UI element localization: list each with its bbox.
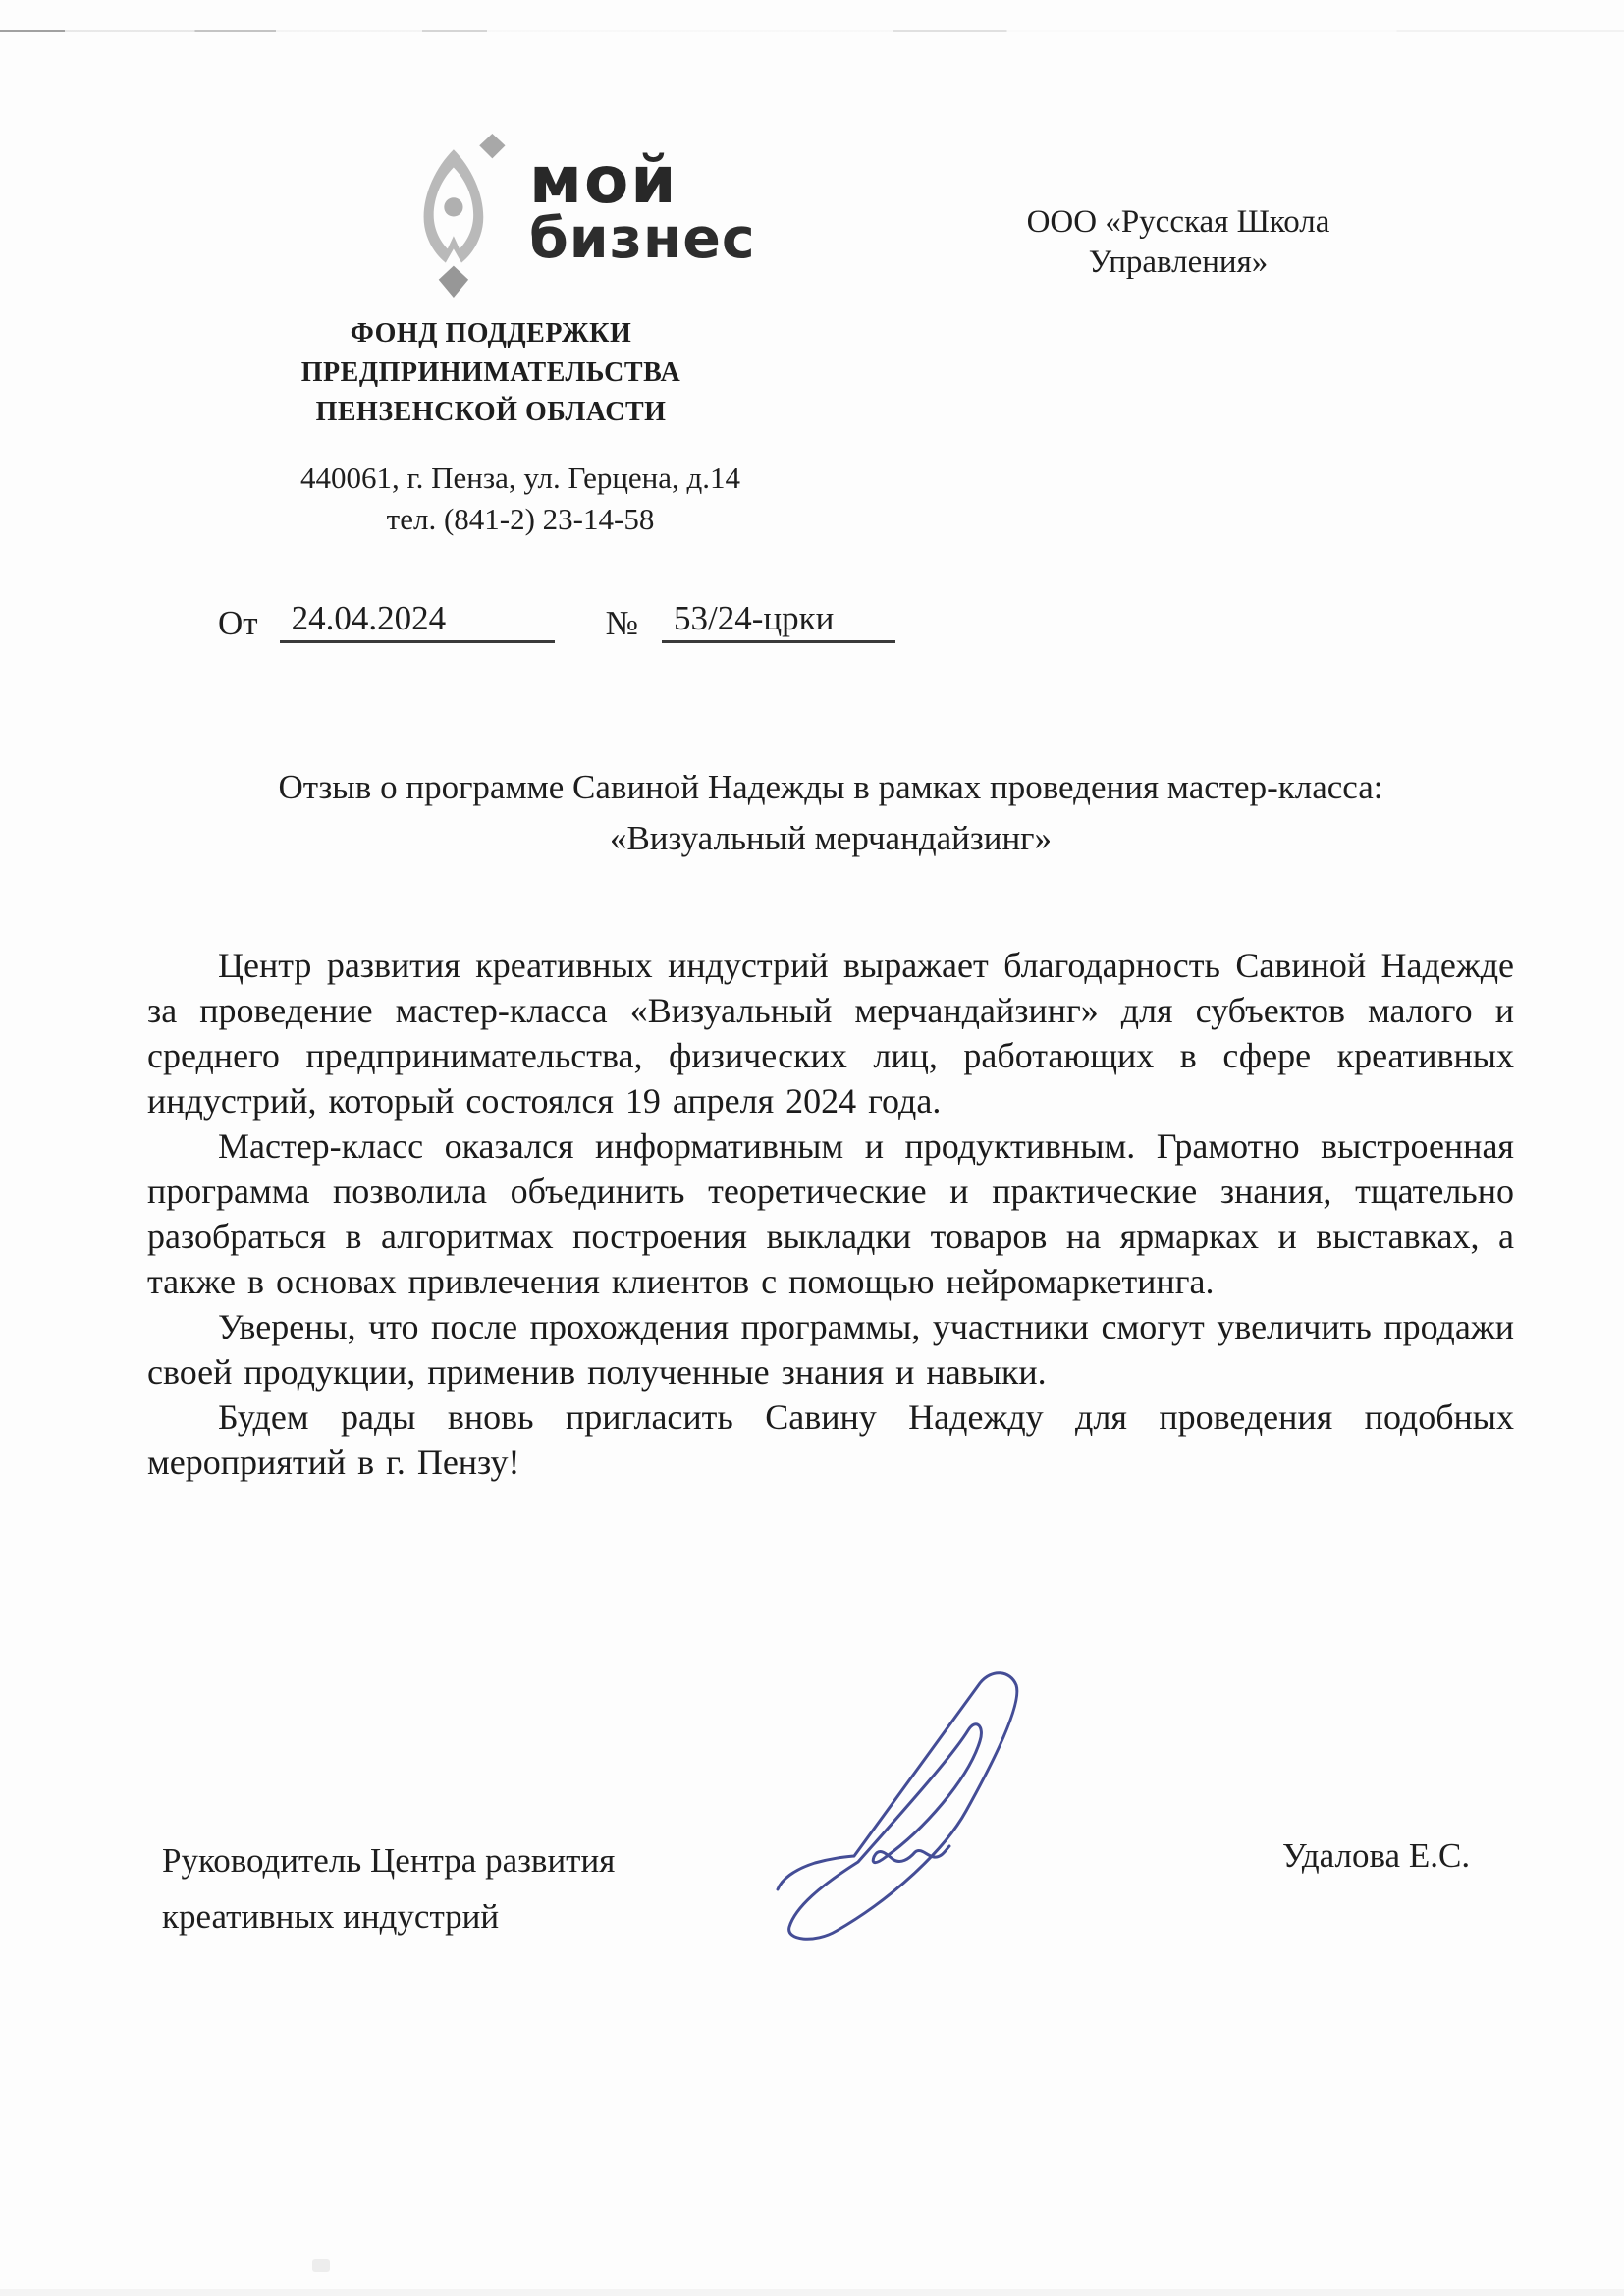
scan-artifact-smudge bbox=[312, 2259, 330, 2272]
signer-name: Удалова Е.С. bbox=[1282, 1836, 1471, 1875]
fund-phone-line: тел. (841-2) 23-14-58 bbox=[386, 502, 655, 536]
fund-name bbox=[196, 314, 785, 432]
fund-address bbox=[221, 458, 820, 540]
rocket-icon bbox=[406, 130, 515, 299]
fund-name-line1: ФОНД ПОДДЕРЖКИ bbox=[350, 318, 632, 349]
logo-wordmark bbox=[529, 142, 756, 299]
paragraph: Будем рады вновь пригласить Савину Надежду для проведения подобных мероприятий в г. Пензу! bbox=[147, 1397, 1514, 1482]
letter-body bbox=[147, 943, 1514, 1485]
paragraph: Уверены, что после прохождения программы, участники смогут увеличить продажи своей продукции, применив полученные знания и навыки. bbox=[147, 1307, 1514, 1392]
reference-line bbox=[218, 599, 895, 643]
paragraph: Центр развития креативных индустрий выражает благодарность Савиной Надежде за проведение мастер-класса «Визуальный мерчандайзинг» для субъектов малого и среднего предпринимательства, физических лиц, работающих в сфере креативных индустрий, который состоялся 19 апреля 2024 года. bbox=[147, 946, 1514, 1121]
scan-artifact-bottom-strip bbox=[0, 2289, 1624, 2296]
paragraph: Мастер-класс оказался информативным и продуктивным. Грамотно выстроенная программа позволила объединить теоретические и практические знания, тщательно разобраться в алгоритмах построения выкладки товаров на ярмарках и выставках, а также в основах привлечения клиентов с помощью нейромаркетинга. bbox=[147, 1126, 1514, 1301]
fund-name-line3: ПЕНЗЕНСКОЙ ОБЛАСТИ bbox=[315, 397, 667, 427]
document-title bbox=[147, 762, 1514, 864]
moy-biznes-logo bbox=[406, 130, 756, 299]
number-field: 53/24-црки bbox=[662, 599, 895, 643]
addressee-org bbox=[972, 202, 1384, 283]
number-label: № bbox=[605, 604, 638, 642]
addressee-org-line1: ООО «Русская Школа bbox=[1026, 204, 1330, 240]
fund-address-line: 440061, г. Пенза, ул. Герцена, д.14 bbox=[299, 461, 741, 495]
date-field: 24.04.2024 bbox=[280, 599, 555, 643]
signer-position-line1: Руководитель Центра развития bbox=[162, 1841, 616, 1880]
logo-word-moy: мой bbox=[529, 142, 678, 218]
scan-artifact-top-line bbox=[0, 30, 1624, 32]
logo-word-biznes: бизнес bbox=[529, 206, 756, 271]
from-label: От bbox=[218, 604, 258, 642]
handwritten-signature bbox=[776, 1662, 1031, 1946]
document-title-line2: «Визуальный мерчандайзинг» bbox=[609, 819, 1053, 857]
signer-position bbox=[162, 1832, 615, 1944]
signer-position-line2: креативных индустрий bbox=[162, 1897, 500, 1936]
addressee-org-line2: Управления» bbox=[1088, 245, 1269, 280]
fund-name-line2: ПРЕДПРИНИМАТЕЛЬСТВА bbox=[300, 357, 681, 388]
signature-ink bbox=[778, 1673, 1017, 1940]
document-title-line1: Отзыв о программе Савиной Надежды в рамках проведения мастер-класса: bbox=[278, 768, 1383, 806]
